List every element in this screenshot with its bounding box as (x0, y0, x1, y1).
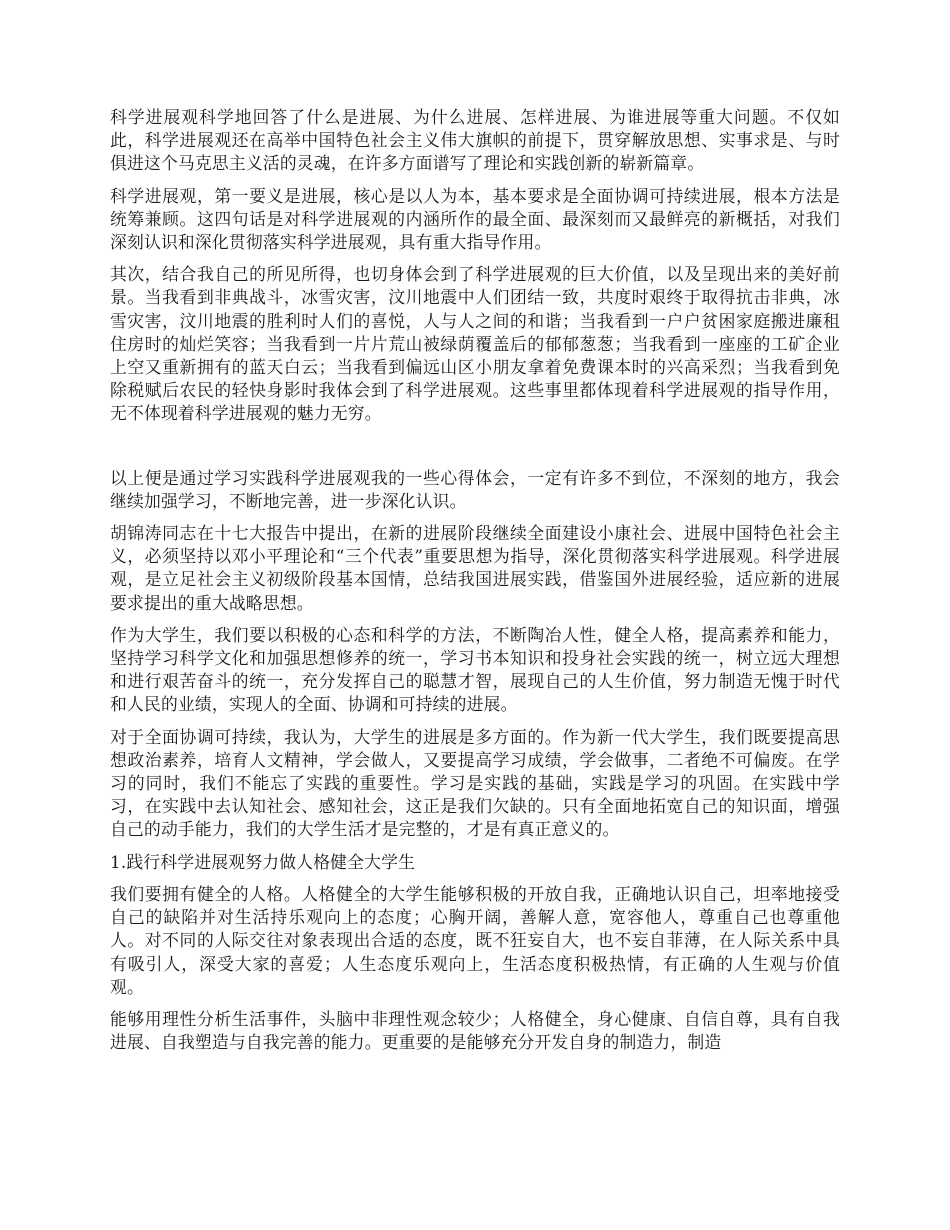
paragraph-5: 胡锦涛同志在十七大报告中提出，在新的进展阶段继续全面建设小康社会、进展中国特色社会主义，必须坚持以邓小平理论和“三个代表”重要思想为指导，深化贯彻落实科学进展观。科学进展观，是立足社会主义初级阶段基本国情，总结我国进展实践，借鉴国外进展经验，适应新的进展要求提出的重大战略思想。 (110, 523, 840, 613)
paragraph-1: 科学进展观科学地回答了什么是进展、为什么进展、怎样进展、为谁进展等重大问题。不仅如此，科学进展观还在高举中国特色社会主义伟大旗帜的前提下，贯穿解放思想、实事求是、与时俱进这个马克思主义活的灵魂，在许多方面谱写了理论和实践创新的崭新篇章。 (110, 107, 840, 174)
paragraph-4: 以上便是通过学习实践科学进展观我的一些心得体会，一定有许多不到位，不深刻的地方，我会继续加强学习，不断地完善，进一步深化认识。 (110, 467, 840, 511)
paragraph-8: 我们要拥有健全的人格。人格健全的大学生能够积极的开放自我，正确地认识自己，坦率地接受自己的缺陷并对生活持乐观向上的态度；心胸开阔，善解人意，宽容他人，尊重自己也尊重他人。对不同的人际交往对象表现出合适的态度，既不狂妄自大，也不妄自菲薄，在人际关系中具有吸引人，深受大家的喜爱；人生态度乐观向上，生活态度积极热情，有正确的人生观与价值观。 (110, 883, 840, 997)
paragraph-2: 科学进展观，第一要义是进展，核心是以人为本，基本要求是全面协调可持续进展，根本方法是统筹兼顾。这四句话是对科学进展观的内涵所作的最全面、最深刻而又最鲜亮的新概括，对我们深刻认识和深化贯彻落实科学进展观，具有重大指导作用。 (110, 185, 840, 253)
paragraph-3: 其次，结合我自己的所见所得，也切身体会到了科学进展观的巨大价值，以及呈现出来的美好前景。当我看到非典战斗，冰雪灾害，汶川地震中人们团结一致，共度时艰终于取得抗击非典，冰雪灾害，汶川地震的胜利时人们的喜悦，人与人之间的和谐；当我看到一户户贫困家庭搬进廉租住房时的灿烂笑容；当我看到一片片荒山被绿荫覆盖后的郁郁葱葱；当我看到一座座的工矿企业上空又重新拥有的蓝天白云；当我看到偏远山区小朋友拿着免费课本时的兴高采烈；当我看到免除税赋后农民的轻快身影时我体会到了科学进展观。这些事里都体现着科学进展观的指导作用，无不体现着科学进展观的魅力无穷。 (110, 264, 840, 424)
paragraph-6: 作为大学生，我们要以积极的心态和科学的方法，不断陶冶人性，健全人格，提高素养和能力，坚持学习科学文化和加强思想修养的统一，学习书本知识和投身社会实践的统一，树立远大理想和进行艰苦奋斗的统一，充分发挥自己的聪慧才智，展现自己的人生价值，努力制造无愧于时代和人民的业绩，实现人的全面、协调和可持续的进展。 (110, 624, 840, 715)
section-gap (110, 435, 840, 467)
section-heading: 1.践行科学进展观努力做人格健全大学生 (110, 851, 416, 872)
paragraph-9: 能够用理性分析生活事件，头脑中非理性观念较少；人格健全，身心健康、自信自尊，具有自我进展、自我塑造与自我完善的能力。更重要的是能够充分开发自身的制造力，制造 (110, 1008, 840, 1053)
paragraph-7: 对于全面协调可持续，我认为，大学生的进展是多方面的。作为新一代大学生，我们既要提高思想政治素养，培育人文精神，学会做人，又要提高学习成绩，学会做事，二者绝不可偏废。在学习的同时，我们不能忘了实践的重要性。学习是实践的基础，实践是学习的巩固。在实践中学习，在实践中去认知社会、感知社会，这正是我们欠缺的。只有全面地拓宽自己的知识面，增强自己的动手能力，我们的大学生活才是完整的，才是有真正意义的。 (110, 726, 840, 840)
document-body (110, 106, 840, 1063)
